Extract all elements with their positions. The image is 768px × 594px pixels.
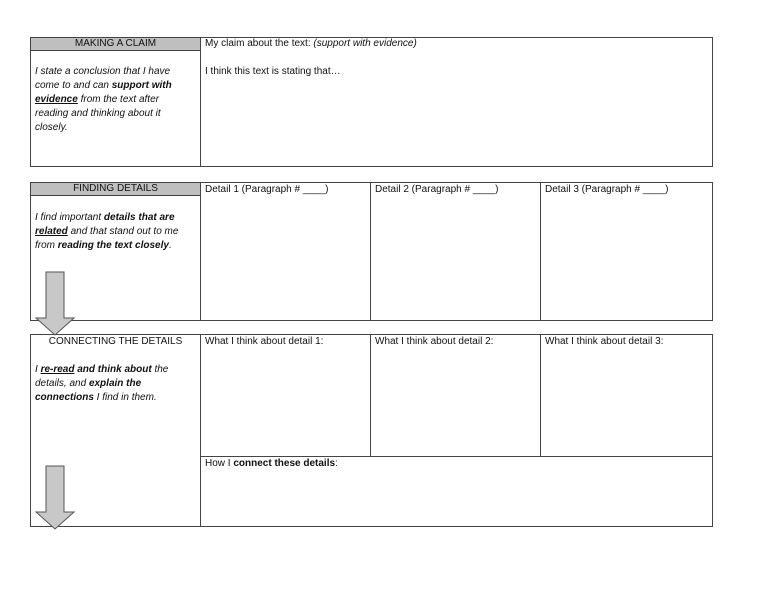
claim-prompt-plain: My claim about the text:	[205, 38, 314, 49]
claim-starter: I think this text is stating that…	[205, 66, 341, 77]
claim-desc-underline: evidence	[35, 94, 78, 105]
connect-detail-3-label: What I think about detail 3:	[545, 336, 664, 347]
connect-desc-bold-2: explain the connections	[35, 378, 142, 403]
connect-how-label	[205, 458, 338, 470]
claim-desc-bold: support with	[111, 80, 172, 91]
connect-description	[35, 363, 195, 405]
connect-how-bold: connect these details	[233, 458, 336, 469]
details-desc-bold-1: details that are	[103, 212, 175, 223]
details-col-2-cell	[370, 182, 541, 321]
claim-prompt	[205, 38, 417, 50]
details-desc-text-1: I find important	[35, 212, 104, 223]
claim-description	[35, 65, 195, 135]
detail-2-label: Detail 2 (Paragraph # ____)	[375, 184, 499, 195]
connect-detail-2-label: What I think about detail 2:	[375, 336, 494, 347]
details-description	[35, 211, 195, 253]
connect-how-end: :	[335, 458, 338, 469]
connect-desc-text-1: I	[35, 364, 41, 375]
connect-how-plain: How I	[205, 458, 234, 469]
detail-3-label: Detail 3 (Paragraph # ____)	[545, 184, 669, 195]
claim-desc-text-1: I state a conclusion that I have come to and can	[35, 66, 171, 91]
claim-prompt-italic: (support with evidence)	[313, 38, 417, 49]
details-desc-underline: related	[35, 226, 68, 237]
detail-1-label: Detail 1 (Paragraph # ____)	[205, 184, 329, 195]
details-desc-bold-2: reading the text closely	[57, 240, 169, 251]
details-desc-text-2: and that stand out to me from	[35, 226, 179, 251]
claim-header: MAKING A CLAIM	[31, 38, 200, 51]
details-header: FINDING DETAILS	[31, 183, 200, 196]
connect-detail-1-label: What I think about detail 1:	[205, 336, 324, 347]
down-arrow-icon	[36, 272, 76, 336]
connect-desc-text-3: I find in them.	[93, 392, 157, 403]
connect-desc-bold-1: and think about	[74, 364, 152, 375]
connect-desc-underline: re-read	[40, 364, 75, 375]
details-desc-text-3: .	[168, 240, 172, 251]
claim-desc-text-2: from the text after reading and thinking about it closely.	[35, 94, 161, 133]
connect-header: CONNECTING THE DETAILS	[48, 336, 183, 347]
connect-desc-text-2: the details, and	[35, 364, 169, 389]
connect-col-2-cell	[370, 334, 541, 457]
down-arrow-icon	[36, 466, 76, 530]
